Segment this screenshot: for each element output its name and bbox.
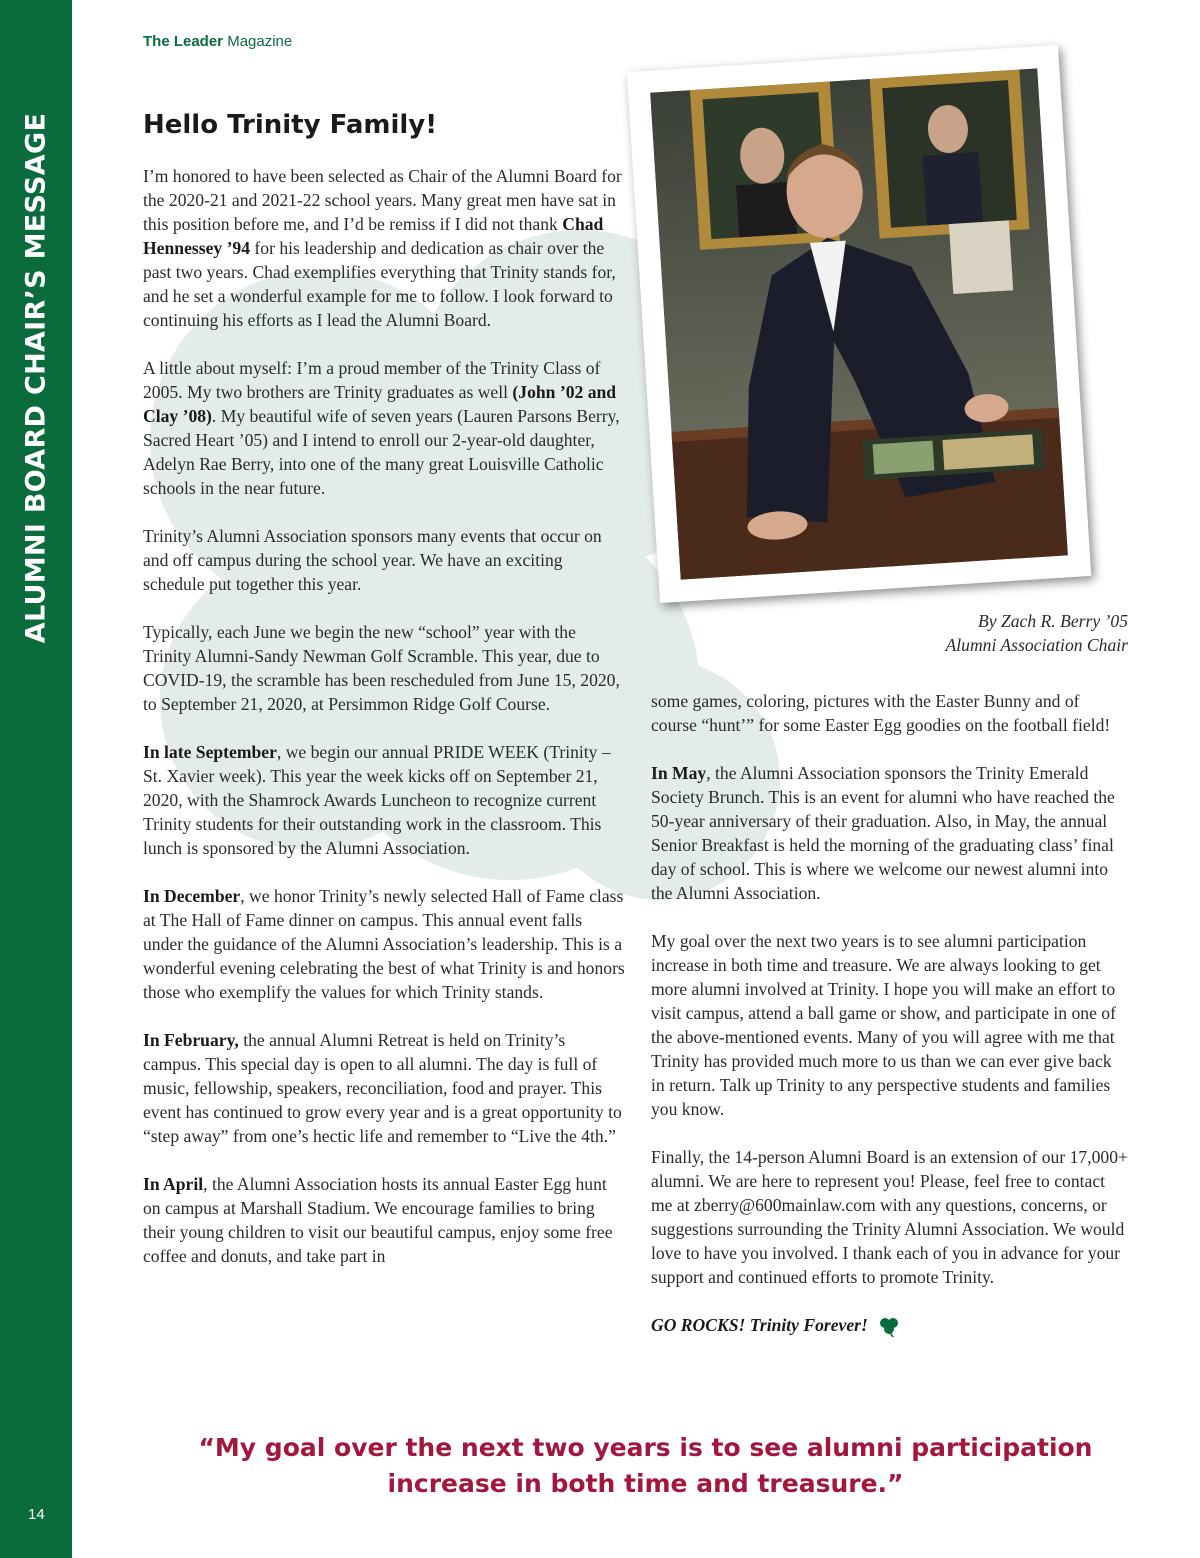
paragraph-easter-cont: some games, coloring, pictures with the Easter Bunny and of course “hunt’” for some Easter Egg goodies on the football field! xyxy=(651,691,1111,735)
paragraph-intro: I’m honored to have been selected as Chair of the Alumni Board for the 2020-21 and 2021-22 school years. Many great men have sat in this position before me, and I’d be remiss if I did not thank Chad Hennessey ’94 for his leadership and dedication as chair over the past two years. Chad exemplifies everything that Trinity stands for, and he set a wonderful example for me to follow. I look forward to continuing his efforts as I lead the Alumni Board. xyxy=(143,166,622,330)
byline xyxy=(946,609,1128,657)
paragraph-may: In May, the Alumni Association sponsors the Trinity Emerald Society Brunch. This is an event for alumni who have reached the 50-year anniversary of their graduation. Also, in May, the annual Senior Breakfast is held the morning of the graduating class’ final day of school. This is where we welcome our newest alumni into the Alumni Association. xyxy=(651,763,1115,903)
author-photo-frame xyxy=(627,45,1092,603)
right-column xyxy=(651,689,1129,1362)
shamrock-icon xyxy=(878,1316,900,1338)
section-title: ALUMNI BOARD CHAIR’S MESSAGE xyxy=(20,112,52,644)
paragraph-about: A little about myself: I’m a proud member of the Trinity Class of 2005. My two brothers are Trinity graduates as well (John ’02 and Clay ’08). My beautiful wife of seven years (Lauren Parsons Berry, Sacred Heart ’05) and I intend to enroll our 2-year-old daughter, Adelyn Rae Berry, into one of the many great Louisville Catholic schools in the near future. xyxy=(143,358,620,498)
masthead xyxy=(143,33,292,50)
pull-quote: “My goal over the next two years is to see alumni participation increase in both time and treasure.” xyxy=(198,1433,1093,1498)
closing-line xyxy=(651,1313,1129,1338)
paragraph-goal: My goal over the next two years is to see alumni participation increase in both time and treasure. We are always looking to get more alumni involved at Trinity. I hope you will make an effort to visit campus, attend a ball game or show, and participate in one of the above-mentioned events. Many of you will agree with me that Trinity has provided much more to us than we can ever give back in return. Talk up Trinity to any perspective students and families you know. xyxy=(651,931,1116,1119)
masthead-section: Magazine xyxy=(227,33,293,50)
author-name: By Zach R. Berry ’05 xyxy=(978,611,1128,631)
paragraph-september: In late September, we begin our annual PRIDE WEEK (Trinity – St. Xavier week). This year the week kicks off on September 21, 2020, with the Shamrock Awards Luncheon to recognize current Trinity students for their outstanding work in the classroom. This lunch is sponsored by the Alumni Association. xyxy=(143,742,611,858)
paragraph-february: In February, the annual Alumni Retreat is held on Trinity’s campus. This special day is open to all alumni. The day is full of music, fellowship, speakers, reconciliation, food and prayer. This event has continued to grow every year and is a great opportunity to “step away” from one’s hectic life and remember to “Live the 4th.” xyxy=(143,1030,622,1146)
masthead-brand: The Leader xyxy=(143,33,224,50)
author-photo xyxy=(650,68,1068,579)
left-column xyxy=(143,164,626,1292)
paragraph-contact: Finally, the 14-person Alumni Board is an extension of our 17,000+ alumni. We are here to represent you! Please, feel free to contact me at zberry@600mainlaw.com with any questions, concerns, or suggestions surrounding the Trinity Alumni Association. We would love to have you involved. I thank each of you in advance for your support and continued efforts to promote Trinity. xyxy=(651,1147,1128,1287)
paragraph-events: Trinity’s Alumni Association sponsors many events that occur on and off campus during the school year. We have an exciting schedule put together this year. xyxy=(143,526,602,594)
page-number: 14 xyxy=(28,1506,45,1523)
paragraph-december: In December, we honor Trinity’s newly selected Hall of Fame class at The Hall of Fame dinner on campus. This annual event falls under the guidance of the Alumni Association’s leadership. This is a wonderful evening celebrating the best of what Trinity is and honors those who exemplify the values for which Trinity stands. xyxy=(143,886,625,1002)
closing-text: GO ROCKS! Trinity Forever! xyxy=(651,1315,868,1335)
paragraph-april: In April, the Alumni Association hosts its annual Easter Egg hunt on campus at Marshall Stadium. We encourage families to bring their young children to visit our beautiful campus, enjoy some free coffee and donuts, and take part in xyxy=(143,1174,613,1266)
author-title: Alumni Association Chair xyxy=(945,635,1128,655)
page-title: Hello Trinity Family! xyxy=(143,110,438,140)
paragraph-june: Typically, each June we begin the new “school” year with the Trinity Alumni-Sandy Newman Golf Scramble. This year, due to COVID-19, the scramble has been rescheduled from June 15, 2020, to September 21, 2020, at Persimmon Ridge Golf Course. xyxy=(143,622,620,714)
